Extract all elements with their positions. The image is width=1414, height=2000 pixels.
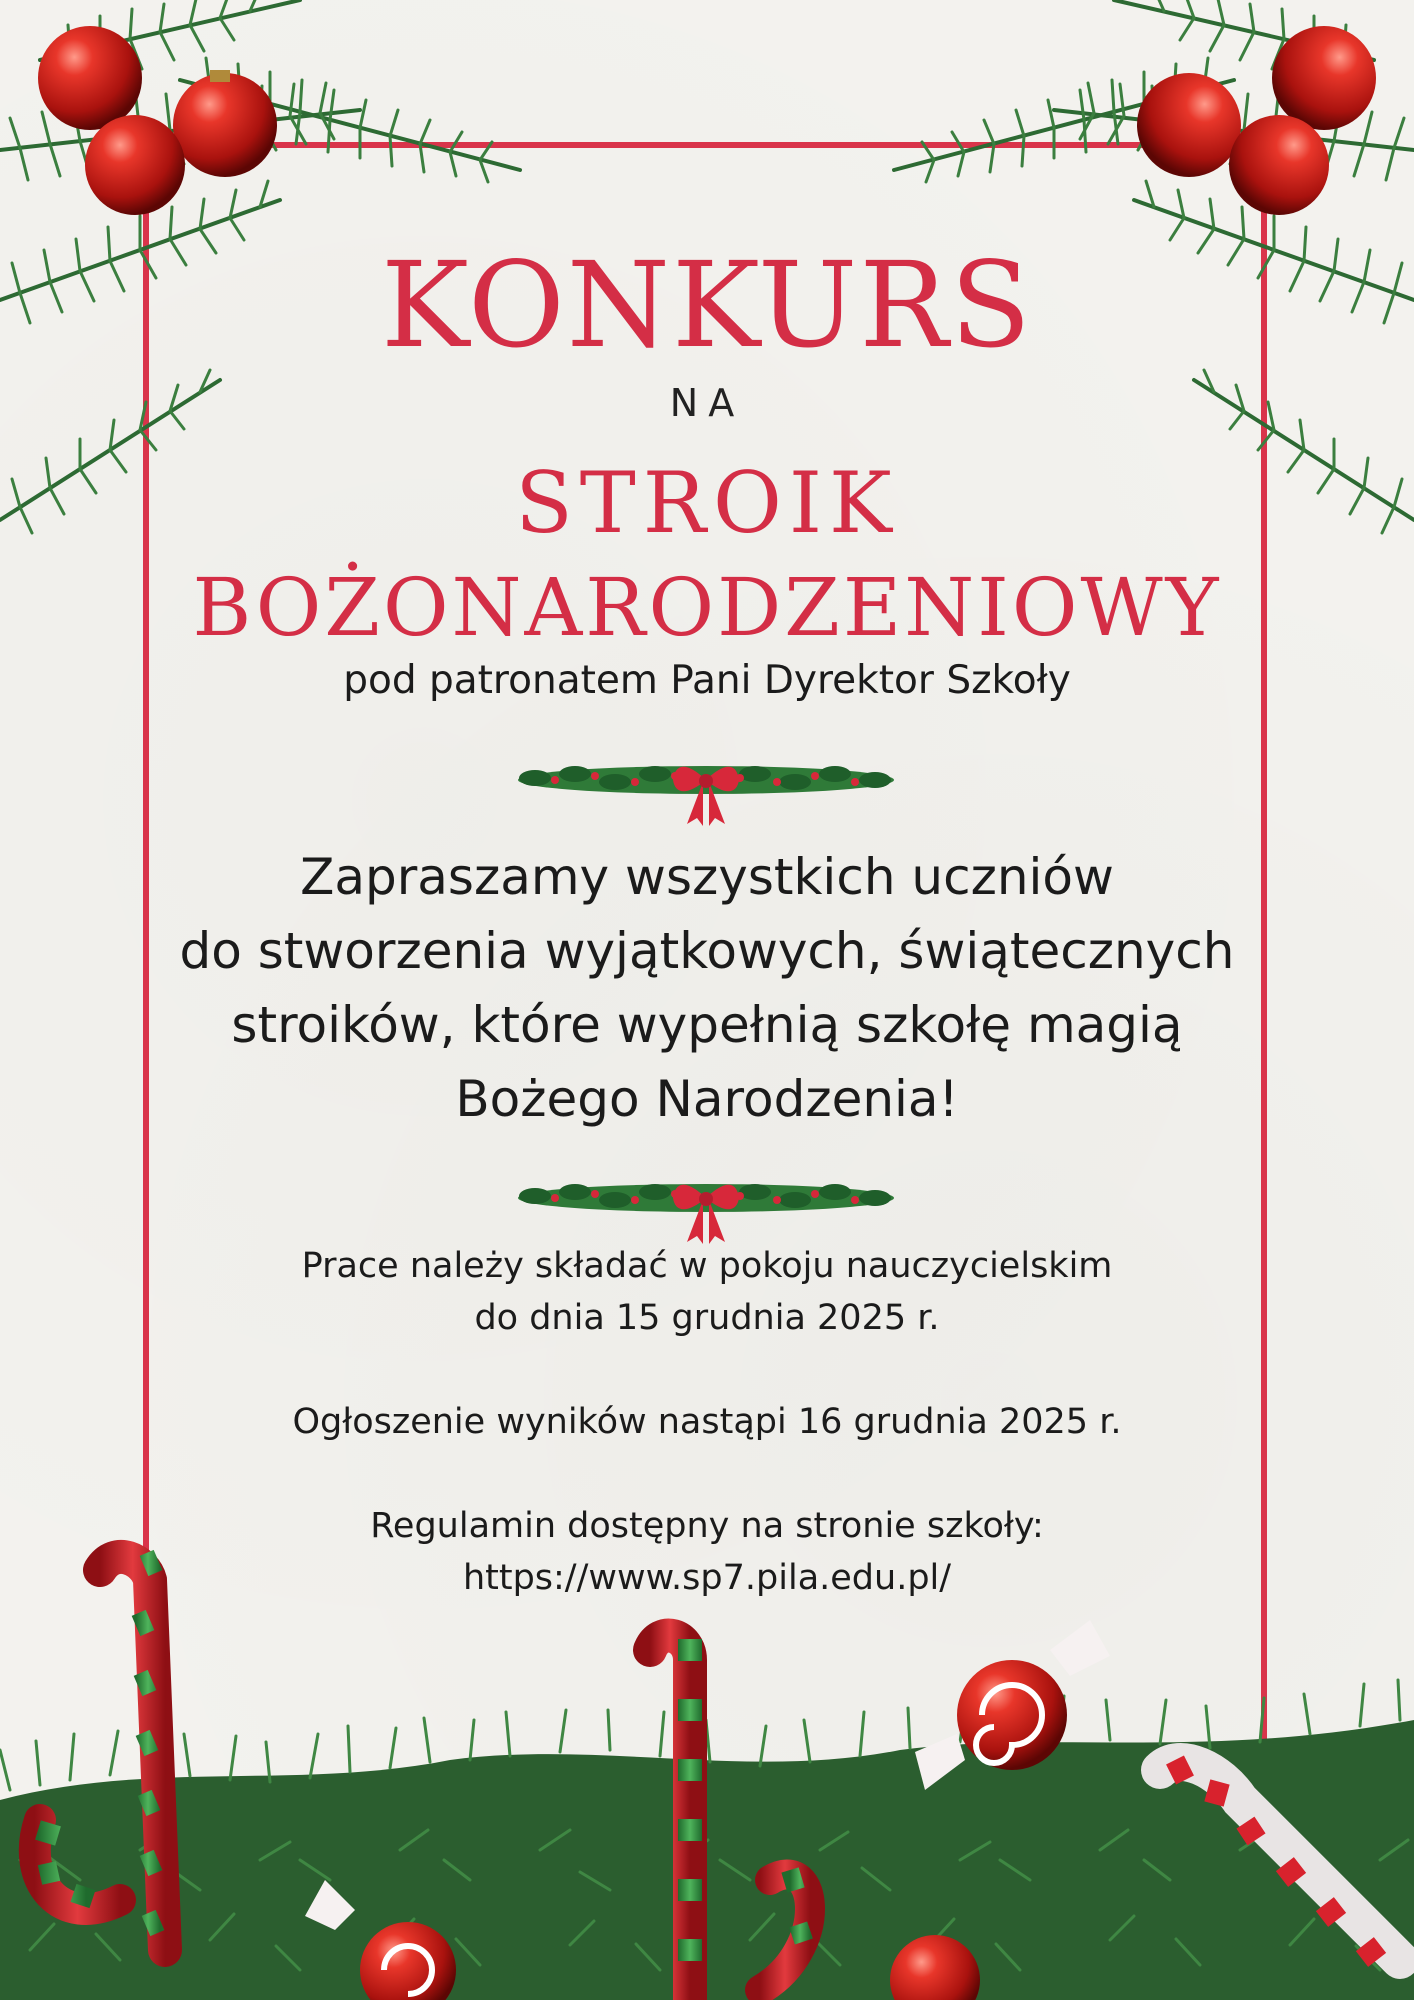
submission-line: Prace należy składać w pokoju nauczycielskim xyxy=(301,1246,1113,1286)
contest-details xyxy=(0,1240,1414,1604)
poster-title: KONKURS xyxy=(380,236,1034,374)
invitation-line: Bożego Narodzenia! xyxy=(455,1070,959,1128)
patronage-text: pod patronatem Pani Dyrektor Szkoły xyxy=(343,658,1071,703)
invitation-paragraph xyxy=(0,840,1414,1136)
results-announcement: Ogłoszenie wyników nastąpi 16 grudnia 2025 r. xyxy=(292,1402,1122,1442)
subtitle-line-2: BOŻONARODZENIOWY xyxy=(192,561,1222,654)
submission-deadline: do dnia 15 grudnia 2025 r. xyxy=(474,1298,940,1338)
invitation-line: do stworzenia wyjątkowych, świątecznych xyxy=(179,922,1235,980)
title-connector: NA xyxy=(669,381,745,425)
invitation-line: Zapraszamy wszystkich uczniów xyxy=(300,848,1114,906)
rules-info: Regulamin dostępny na stronie szkoły: xyxy=(370,1506,1044,1546)
subtitle-line-1: STROIK xyxy=(515,454,899,552)
school-website-link[interactable]: https://www.sp7.pila.edu.pl/ xyxy=(462,1558,952,1598)
invitation-line: stroików, które wypełnią szkołę magią xyxy=(231,996,1183,1054)
